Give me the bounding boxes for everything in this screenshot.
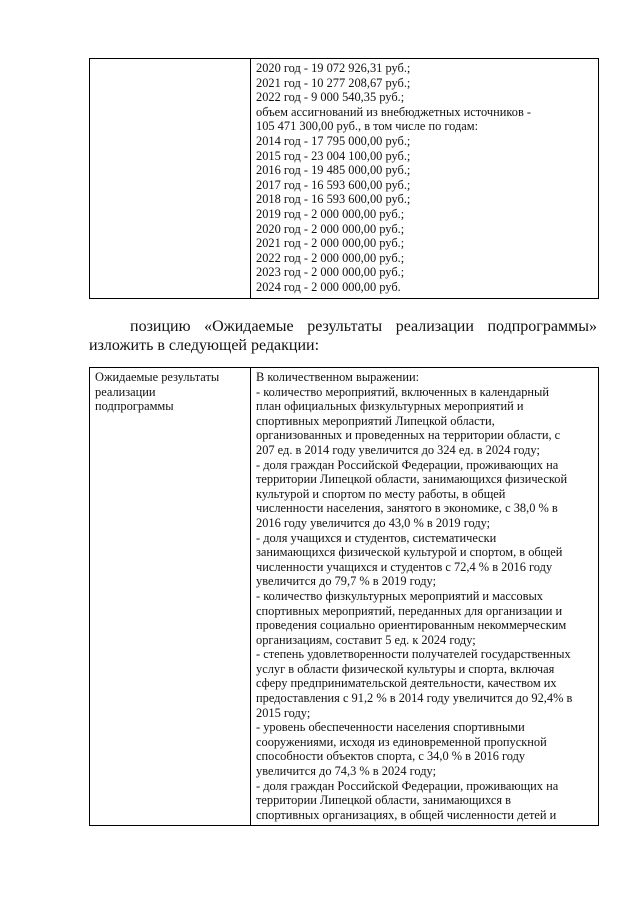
result-line: увеличится до 74,3 % в 2024 году; (256, 764, 437, 779)
result-line: спортивных организациях, в общей численности детей и (256, 807, 557, 822)
result-line: культурой и спортом по месту работы, в общей (256, 486, 506, 501)
funding-line: 2017 год - 16 593 600,00 руб.; (256, 177, 411, 192)
result-line: 207 ед. в 2014 году увеличится до 324 ед. в 2024 году; (256, 442, 540, 457)
result-line: В количественном выражении: (256, 370, 420, 384)
result-line: численности учащихся и студентов с 72,4 % в 2016 году (256, 559, 553, 574)
result-line: численности населения, занятого в экономике, с 38,0 % в (256, 501, 558, 516)
instruction-paragraph (89, 317, 597, 355)
funding-table-left-cell (90, 59, 251, 299)
result-line: увеличится до 79,7 % в 2019 году; (256, 574, 437, 589)
paragraph-line-1 (89, 317, 597, 336)
result-line: спортивных мероприятий Липецкой области, (256, 413, 495, 428)
result-line: 2015 году; (256, 705, 311, 720)
expected-results-label-cell (90, 368, 251, 826)
result-line: - доля учащихся и студентов, систематически (256, 530, 497, 545)
funding-line: 2020 год - 19 072 926,31 руб.; (256, 61, 411, 75)
funding-line: 2018 год - 16 593 600,00 руб.; (256, 192, 411, 207)
result-line: занимающихся физической культурой и спортом, в общей (256, 545, 563, 560)
funding-line: 2015 год - 23 004 100,00 руб.; (256, 148, 411, 163)
expected-results-table (89, 367, 599, 826)
result-line: проведения социально ориентированным некоммерческим (256, 618, 567, 633)
result-line: спортивных мероприятий, переданных для организации и (256, 603, 563, 618)
paragraph-word: подпрограммы» (487, 318, 597, 335)
result-line: - доля граждан Российской Федерации, проживающих на (256, 457, 559, 472)
result-line: организованных и проведенных на территории области, с (256, 428, 561, 443)
funding-table-right-cell (251, 59, 599, 299)
result-line: - количество мероприятий, включенных в календарный (256, 384, 549, 399)
funding-line: объем ассигнований из внебюджетных источников - (256, 104, 532, 119)
funding-line: 2024 год - 2 000 000,00 руб. (256, 279, 401, 294)
label-line: подпрограммы (95, 399, 174, 414)
result-line: территории Липецкой области, занимающихся физической (256, 472, 568, 487)
result-line: способности объектов спорта, с 34,0 % в 2016 году (256, 749, 526, 764)
funding-table (89, 58, 599, 299)
result-line: - доля граждан Российской Федерации, проживающих на (256, 778, 559, 793)
funding-line: 105 471 300,00 руб., в том числе по годам: (256, 119, 479, 134)
funding-lines (251, 59, 598, 298)
result-line: сооружениями, исходя из единовременной пропускной (256, 734, 547, 749)
result-line: - степень удовлетворенности получателей государственных (256, 647, 571, 662)
label-line: реализации (95, 384, 156, 399)
label-line: Ожидаемые результаты (95, 370, 220, 384)
result-line: сферу предпринимательской деятельности, качеством их (256, 676, 557, 691)
result-line: услуг в области физической культуры и спорта, включая (256, 661, 555, 676)
result-line: - уровень обеспеченности населения спортивными (256, 720, 525, 735)
funding-line: 2021 год - 10 277 208,67 руб.; (256, 75, 411, 90)
result-line: территории Липецкой области, занимающихся в (256, 793, 511, 808)
expected-results-content (251, 368, 598, 825)
funding-line: 2022 год - 2 000 000,00 руб.; (256, 250, 405, 265)
result-line: - количество физкультурных мероприятий и массовых (256, 588, 543, 603)
funding-line: 2016 год - 19 485 000,00 руб.; (256, 163, 411, 178)
funding-line: 2014 год - 17 795 000,00 руб.; (256, 133, 411, 148)
paragraph-word: реализации (395, 318, 474, 335)
paragraph-word: позицию (130, 318, 191, 335)
paragraph-line-2: изложить в следующей редакции: (89, 337, 320, 354)
funding-line: 2020 год - 2 000 000,00 руб.; (256, 221, 405, 236)
paragraph-word: «Ожидаемые (204, 318, 294, 335)
expected-results-content-cell (251, 368, 599, 826)
funding-line: 2022 год - 9 000 540,35 руб.; (256, 90, 405, 105)
funding-line: 2023 год - 2 000 000,00 руб.; (256, 265, 405, 280)
funding-line: 2021 год - 2 000 000,00 руб.; (256, 236, 405, 251)
paragraph-word: результаты (307, 318, 383, 335)
expected-results-label (90, 368, 250, 417)
result-line: организациям, составит 5 ед. к 2024 году; (256, 632, 476, 647)
result-line: предоставления с 91,2 % в 2014 году увеличится до 92,4% в (256, 691, 573, 706)
funding-line: 2019 год - 2 000 000,00 руб.; (256, 206, 405, 221)
result-line: 2016 году увеличится до 43,0 % в 2019 году; (256, 515, 491, 530)
result-line: план официальных физкультурных мероприятий и (256, 399, 524, 414)
